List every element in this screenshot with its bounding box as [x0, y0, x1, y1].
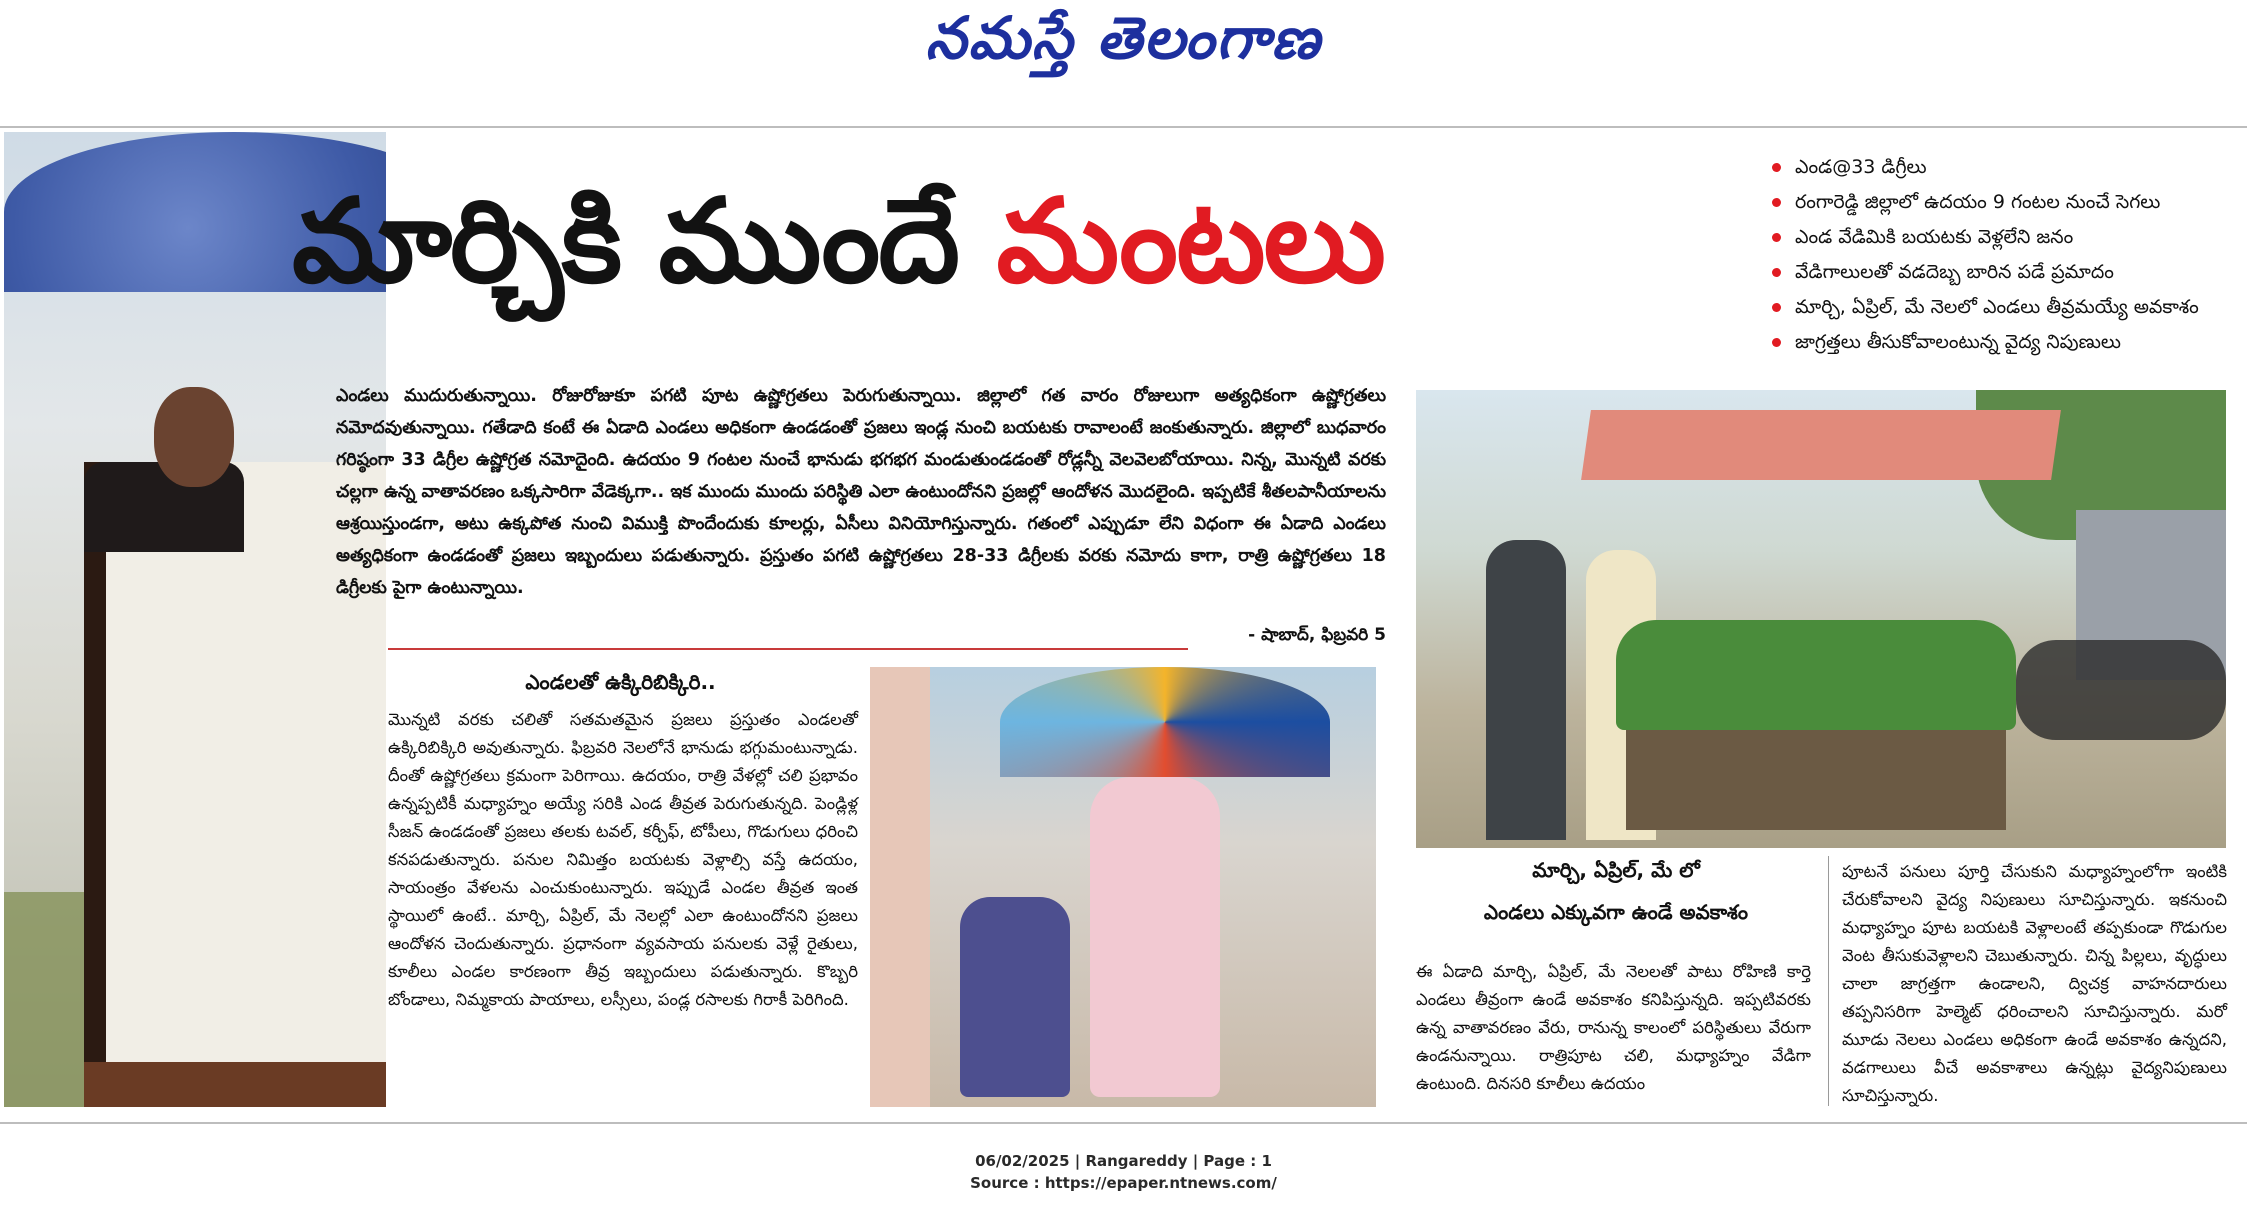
girl-shape: [1090, 777, 1220, 1097]
top-divider: [0, 126, 2247, 128]
bullet-icon: [1772, 233, 1781, 242]
masthead: [0, 0, 2247, 120]
cart-canopy-shape: [1581, 410, 2061, 480]
bullet-icon: [1772, 163, 1781, 172]
headline-part2: మంటలు: [996, 174, 1384, 309]
umbrella-shape: [1000, 667, 1330, 777]
column2-body: ఈ ఏడాది మార్చి, ఏప్రిల్, మే నెలలతో పాటు రోహిణి కార్తె ఎండలు తీవ్రంగా ఉండే అవకాశం కనిపిస్తున్నది. ఇప్పటివరకు ఉన్న వాతావరణం వేరు, రానున్న కాలంలో పరిస్థితులు వేరుగా ఉండనున్నాయి. రాత్రిపూట చలి, మధ్యాహ్నం వేడిగా ఉంటుంది. దినసరి కూలీలు ఉదయం: [1416, 962, 1811, 1093]
highlight-item: [1772, 220, 2232, 255]
footer-edition-info: 06/02/2025 | Rangareddy | Page : 1: [975, 1152, 1272, 1170]
bikes-shape: [2016, 640, 2226, 740]
highlight-item: [1772, 325, 2232, 360]
headline: [292, 172, 1762, 322]
bullet-icon: [1772, 338, 1781, 347]
bottom-divider: [0, 1122, 2247, 1124]
cart-base-shape: [1626, 730, 2006, 830]
boy-shape: [960, 897, 1070, 1097]
face-shape: [154, 387, 234, 487]
wall-shape: [870, 667, 930, 1107]
headline-part1: మార్చికి ముందే: [292, 174, 959, 309]
bullet-icon: [1772, 303, 1781, 312]
cucumber-pile-shape: [1616, 620, 2016, 730]
bullet-icon: [1772, 268, 1781, 277]
bullet-icon: [1772, 198, 1781, 207]
column1-body: మొన్నటి వరకు చలితో సతమతమైన ప్రజలు ప్రస్తుతం ఎండలతో ఉక్కిరిబిక్కిరి అవుతున్నారు. ఫిబ్రవరి నెలలోనే భానుడు భగ్గుమంటున్నాడు. దీంతో ఉష్ణోగ్రతలు క్రమంగా పెరిగాయి. ఉదయం, రాత్రి వేళల్లో చలి ప్రభావం ఉన్నప్పటికీ మధ్యాహ్నం అయ్యే సరికి ఎండ తీవ్రత పెరుగుతున్నది. పెండ్లిళ్ల సీజన్ ఉండడంతో ప్రజలు తలకు టవల్, కర్చీఫ్, టోపీలు, గొడుగులు ధరించి కనపడుతున్నారు. పనుల నిమిత్తం బయటకు వెళ్లాల్సి వస్తే ఉదయం, సాయంత్రం వేళలను ఎంచుకుంటున్నారు. ఇప్పుడే ఎండల తీవ్రత ఇంత స్థాయిలో ఉంటే.. మార్చి, ఏప్రిల్, మే నెలల్లో ఎలా ఉంటుందోనని ప్రజలు ఆందోళన చెందుతున్నారు. ప్రధానంగా వ్యవసాయ పనులకు వెళ్లే రైతులు, కూలీలు ఎండల కారణంగా తీవ్ర ఇబ్బందులు పడుతున్నారు. కొబ్బరి బోండాలు, నిమ్మకాయ పాయాలు, లస్సీలు, పండ్ల రసాలకు గిరాకీ పెరిగింది.: [388, 710, 858, 1009]
column2-heading-line1: మార్చి, ఏప్రిల్, మే లో: [1532, 858, 1700, 882]
highlights-list: [1772, 150, 2232, 360]
intro-paragraph: ఎండలు ముదురుతున్నాయి. రోజురోజుకూ పగటి పూట ఉష్ణోగ్రతలు పెరుగుతున్నాయి. జిల్లాలో గత వారం రోజులుగా అత్యధికంగా ఉష్ణోగ్రతలు నమోదవుతున్నాయి. గతేడాది కంటే ఈ ఏడాది ఎండలు అధికంగా ఉండడంతో ప్రజలు ఇండ్ల నుంచి బయటకు రావాలంటే జంకుతున్నారు. జిల్లాలో బుధవారం గరిష్ఠంగా 33 డిగ్రీల ఉష్ణోగ్రత నమోదైంది. ఉదయం 9 గంటల నుంచే భానుడు భగభగ మండుతుండడంతో రోడ్లన్నీ వెలవెలబోయాయి. నిన్న, మొన్నటి వరకు చల్లగా ఉన్న వాతావరణం ఒక్కసారిగా వేడెక్కగా.. ఇక ముందు ముందు పరిస్థితి ఎలా ఉంటుందోనని ప్రజల్లో ఆందోళన మొదలైంది. ఇప్పటికే శీతలపానీయాలను ఆశ్రయిస్తుండగా, అటు ఉక్కపోత నుంచి విముక్తి పొందేందుకు కూలర్లు, ఏసీలు వినియోగిస్తున్నారు. గతంలో ఎప్పుడూ లేని విధంగా ఈ ఏడాది ఎండలు అత్యధికంగా ఉండడంతో ప్రజలు ఇబ్బందులు పడుతున్నారు. ప్రస్తుతం పగటి ఉష్ణోగ్రతలు 28-33 డిగ్రీలకు వరకు నమోదు కాగా, రాత్రి ఉష్ణోగ్రతలు 18 డిగ్రీలకు పైగా ఉంటున్నాయి.: [336, 386, 1386, 598]
highlight-item: [1772, 290, 2232, 325]
sari-hem-shape: [84, 1062, 386, 1107]
highlight-text: జాగ్రత్తలు తీసుకోవాలంటున్న వైద్య నిపుణులు: [1795, 331, 2121, 353]
column1-heading: ఎండలతో ఉక్కిరిబిక్కిరి..: [525, 670, 716, 694]
highlight-item: [1772, 150, 2232, 185]
footer-source: Source : https://epaper.ntnews.com/: [970, 1174, 1277, 1192]
newspaper-title: నమస్తే తెలంగాణ: [925, 4, 1322, 72]
intro-divider: [388, 648, 1188, 650]
highlight-item: [1772, 185, 2232, 220]
highlight-text: ఎండ@33 డిగ్రీలు: [1795, 156, 1927, 178]
column2-heading-line2: ఎండలు ఎక్కువగా ఉండే అవకాశం: [1483, 900, 1749, 924]
highlight-text: రంగారెడ్డి జిల్లాలో ఉదయం 9 గంటల నుంచే సెగలు: [1795, 191, 2161, 213]
footer: [0, 1150, 2247, 1194]
highlight-text: ఎండ వేడిమికి బయటకు వెళ్లలేని జనం: [1795, 226, 2074, 248]
column3-body: పూటనే పనులు పూర్తి చేసుకుని మధ్యాహ్నంలోగా ఇంటికి చేరుకోవాలని వైద్య నిపుణులు సూచిస్తున్నారు. ఇకనుంచి మధ్యాహ్నం పూట బయటకి వెళ్లాలంటే తప్పకుండా గొడుగుల వెంట తీసుకువెళ్లాలని చెబుతున్నారు. చిన్న పిల్లలు, వృద్ధులు చాలా జాగ్రత్తగా ఉండాలని, ద్విచక్ర వాహనదారులు తప్పనిసరిగా హెల్మెట్ ధరించాలని సూచిస్తున్నారు. మరో మూడు నెలలు ఎండలు అధికంగా ఉండే అవకాశం ఉన్నదని, వడగాలులు వీచే అవకాశాలు ఉన్నట్లు వైద్యనిపుణులు సూచిస్తున్నారు.: [1842, 862, 2227, 1105]
cucumber-vendor-photo: [1416, 390, 2226, 848]
highlight-item: [1772, 255, 2232, 290]
children-umbrella-photo: [870, 667, 1376, 1107]
dateline: - షాబాద్, ఫిబ్రవరి 5: [1248, 625, 1386, 645]
column-divider: [1828, 856, 1829, 1106]
highlight-text: వేడిగాలులతో వడదెబ్బ బారిన పడే ప్రమాదం: [1795, 261, 2114, 283]
highlight-text: మార్చి, ఏప్రిల్, మే నెలలో ఎండలు తీవ్రమయ్యే అవకాశం: [1795, 296, 2199, 318]
person-shape: [1486, 540, 1566, 840]
